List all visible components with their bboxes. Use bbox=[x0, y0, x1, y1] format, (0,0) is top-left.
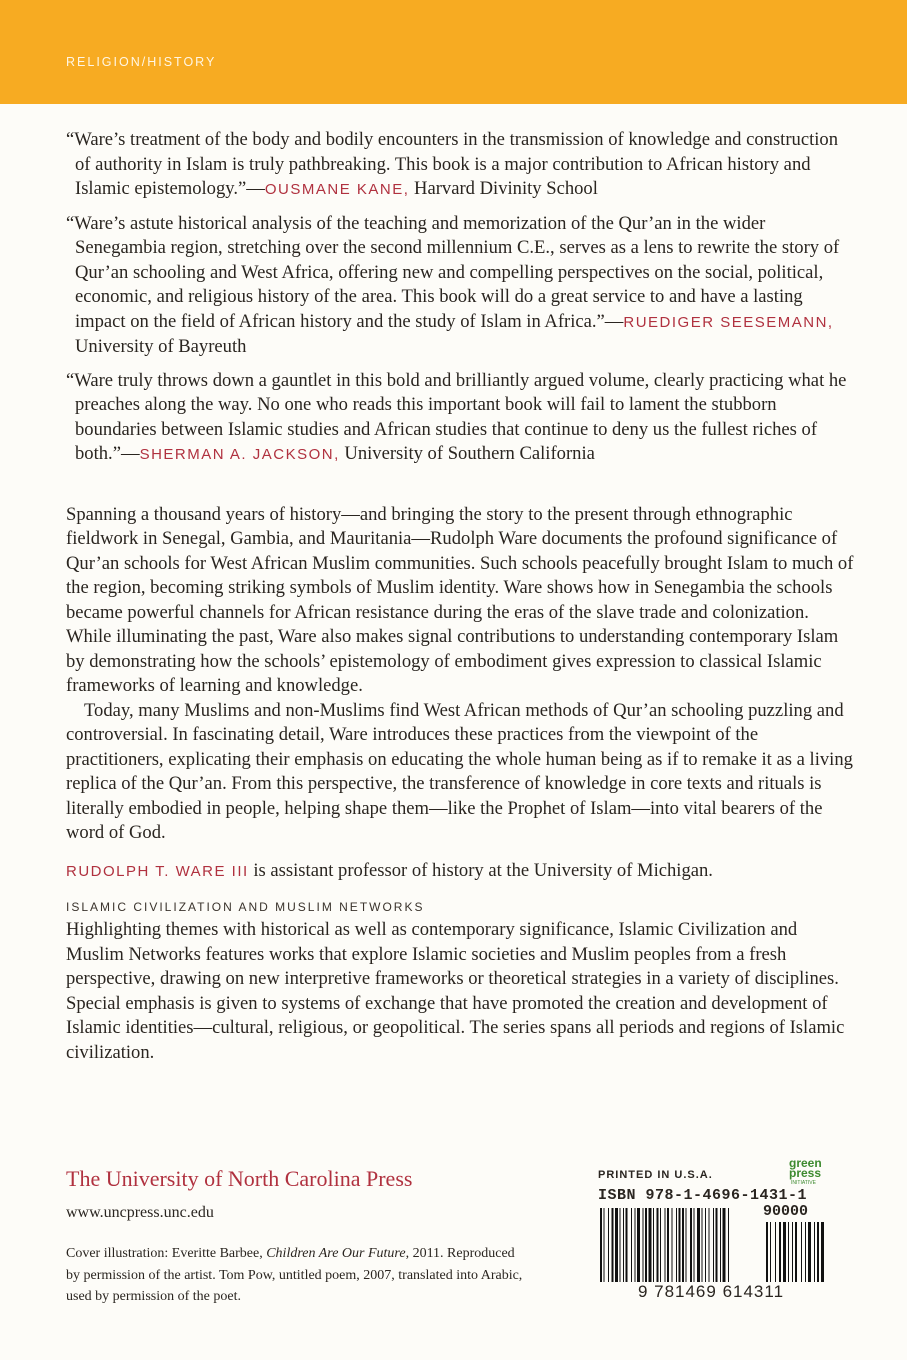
back-cover-content bbox=[66, 128, 856, 1065]
author-bio: RUDOLPH T. WARE III is assistant professor of history at the University of Michigan. bbox=[66, 859, 713, 881]
cover-credit: Cover illustration: Everitte Barbee, Children Are Our Future, 2011. Reproduced by permission of the artist. Tom Pow, untitled poem, 2007, translated into Arabic, used by permission of the poet. bbox=[66, 1246, 523, 1304]
publisher-footer bbox=[0, 1158, 907, 1360]
reviewer-name: OUSMANE KANE, bbox=[264, 181, 410, 198]
category-band bbox=[0, 0, 907, 104]
svg-text:green: green bbox=[789, 1156, 822, 1170]
publisher-url[interactable]: www.uncpress.unc.edu bbox=[66, 1204, 214, 1221]
review-quote: “Ware’s treatment of the body and bodily encounters in the transmission of knowledge and construction of authority in Islam is truly pathbreaking. This book is a major contribution to African history and Islamic epistemology.”—OUSMANE KANE, Harvard Divinity School bbox=[66, 129, 839, 199]
review-quote: “Ware’s astute historical analysis of the teaching and memorization of the Qur’an in the wider Senegambia region, stretching over the second millennium C.E., serves as a lens to rewrite the story of Qur’an schooling and West Africa, offering new and compelling perspectives on the social, political, economic, and religious history of the area. This book will do a great service to and have a lasting impact on the field of African history and the study of Islam in Africa.”—RUEDIGER SEESEMANN, University of Bayreuth bbox=[66, 212, 840, 357]
green-press-logo bbox=[773, 1156, 843, 1186]
barcode-digits: 9 781469 614311 bbox=[598, 1282, 824, 1302]
author-name: RUDOLPH T. WARE III bbox=[66, 862, 249, 880]
category-label: RELIGION/HISTORY bbox=[66, 55, 217, 69]
series-description: Highlighting themes with historical as well as contemporary significance, Islamic Civilization and Muslim Networks features works that explore Islamic societies and Muslim peoples from a fresh perspective, drawing on new interpretive frameworks or theoretical strategies in a variety of disciplines. Special emphasis is given to systems of exchange that have promoted the creation and development of Islamic identities—cultural, religious, or geopolitical. The series spans all periods and regions of Islamic civilization. bbox=[66, 919, 845, 1063]
svg-text:INITIATIVE: INITIATIVE bbox=[791, 1180, 816, 1186]
description-paragraph: Spanning a thousand years of history—and bringing the story to the present through ethnographic fieldwork in Senegal, Gambia, and Mauritania—Rudolph Ware documents the profound significance of Qur’an schools for West African Muslim communities. Such schools peacefully brought Islam to much of the region, becoming striking symbols of Muslim identity. Ware shows how in Senegambia the schools became powerful channels for African resistance during the eras of the slave trade and colonization. While illuminating the past, Ware also makes signal contributions to understanding contemporary Islam by demonstrating how the schools’ epistemology of embodiment gives expression to classical Islamic frameworks of learning and knowledge. bbox=[66, 503, 854, 696]
printed-in-label: PRINTED IN U.S.A. bbox=[598, 1169, 713, 1181]
isbn-text: ISBN 978-1-4696-1431-1 bbox=[598, 1187, 808, 1204]
price-addon: 90000 bbox=[763, 1203, 809, 1220]
review-quote: “Ware truly throws down a gauntlet in this bold and brilliantly argued volume, clearly practicing what he preaches along the way. No one who reads this important book will fail to lament the stubborn boundaries between Islamic studies and African studies that continue to deny us the fullest riches of both.”—SHERMAN A. JACKSON, University of Southern California bbox=[66, 369, 847, 464]
series-title: ISLAMIC CIVILIZATION AND MUSLIM NETWORKS bbox=[66, 900, 425, 914]
reviewer-name: SHERMAN A. JACKSON, bbox=[139, 446, 340, 463]
description-paragraph: Today, many Muslims and non-Muslims find West African methods of Qur’an schooling puzzling and controversial. In fascinating detail, Ware introduces these practices from the viewpoint of the practitioners, explicating their emphasis on educating the whole human being as if to remake it as a living replica of the Qur’an. From this perspective, the transference of knowledge in core texts and rituals is literally embodied in people, helping shape them—like the Prophet of Islam—into vital bearers of the word of God. bbox=[66, 699, 853, 843]
reviewer-name: RUEDIGER SEESEMANN, bbox=[623, 313, 834, 331]
svg-text:press: press bbox=[789, 1166, 822, 1180]
publisher-name: The University of North Carolina Press bbox=[66, 1166, 413, 1191]
